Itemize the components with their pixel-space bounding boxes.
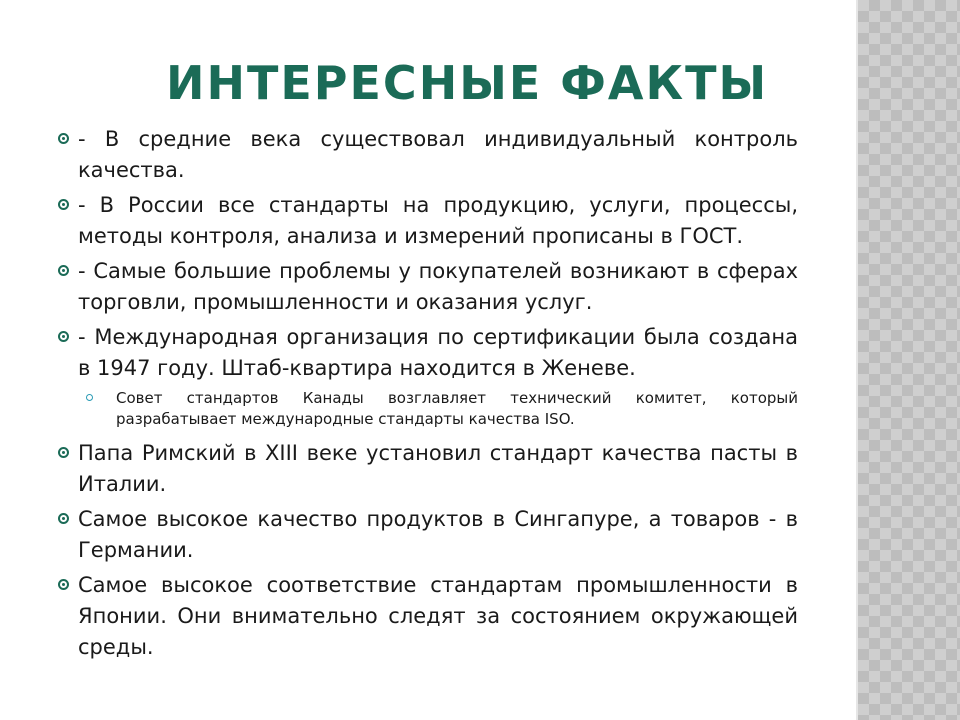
bullet-item bbox=[58, 504, 798, 566]
slide-content bbox=[58, 124, 798, 667]
bullet-icon bbox=[58, 513, 69, 524]
bullet-icon bbox=[58, 199, 69, 210]
bullet-icon bbox=[58, 331, 69, 342]
bullet-item bbox=[58, 322, 798, 384]
bullet-text: - Самые большие проблемы у покупателей возникают в сферах торговли, промышленности и оказания услуг. bbox=[78, 259, 798, 314]
bullet-icon bbox=[58, 447, 69, 458]
bullet-text: Самое высокое качество продуктов в Сингапуре, а товаров - в Германии. bbox=[78, 507, 798, 562]
bullet-icon bbox=[58, 579, 69, 590]
bullet-text: - Международная организация по сертификации была создана в 1947 году. Штаб-квартира находится в Женеве. bbox=[78, 325, 798, 380]
sub-bullet-item bbox=[58, 388, 798, 430]
bullet-item bbox=[58, 256, 798, 318]
bullet-icon bbox=[58, 265, 69, 276]
bullet-item bbox=[58, 570, 798, 663]
decorative-side-pattern bbox=[856, 0, 960, 720]
bullet-item bbox=[58, 190, 798, 252]
sub-bullet-icon bbox=[86, 394, 93, 401]
bullet-item bbox=[58, 124, 798, 186]
bullet-icon bbox=[58, 133, 69, 144]
sub-bullet-text: Совет стандартов Канады возглавляет технический комитет, который разрабатывает международные стандарты качества ISO. bbox=[116, 389, 798, 428]
bullet-text: Самое высокое соответствие стандартам промышленности в Японии. Они внимательно следят за состоянием окружающей среды. bbox=[78, 573, 798, 659]
bullet-text: Папа Римский в XIII веке установил стандарт качества пасты в Италии. bbox=[78, 441, 798, 496]
slide-title: ИНТЕРЕСНЫЕ ФАКТЫ bbox=[166, 56, 769, 110]
bullet-text: - В средние века существовал индивидуальный контроль качества. bbox=[78, 127, 798, 182]
bullet-text: - В России все стандарты на продукцию, услуги, процессы, методы контроля, анализа и измерений прописаны в ГОСТ. bbox=[78, 193, 798, 248]
bullet-item bbox=[58, 438, 798, 500]
